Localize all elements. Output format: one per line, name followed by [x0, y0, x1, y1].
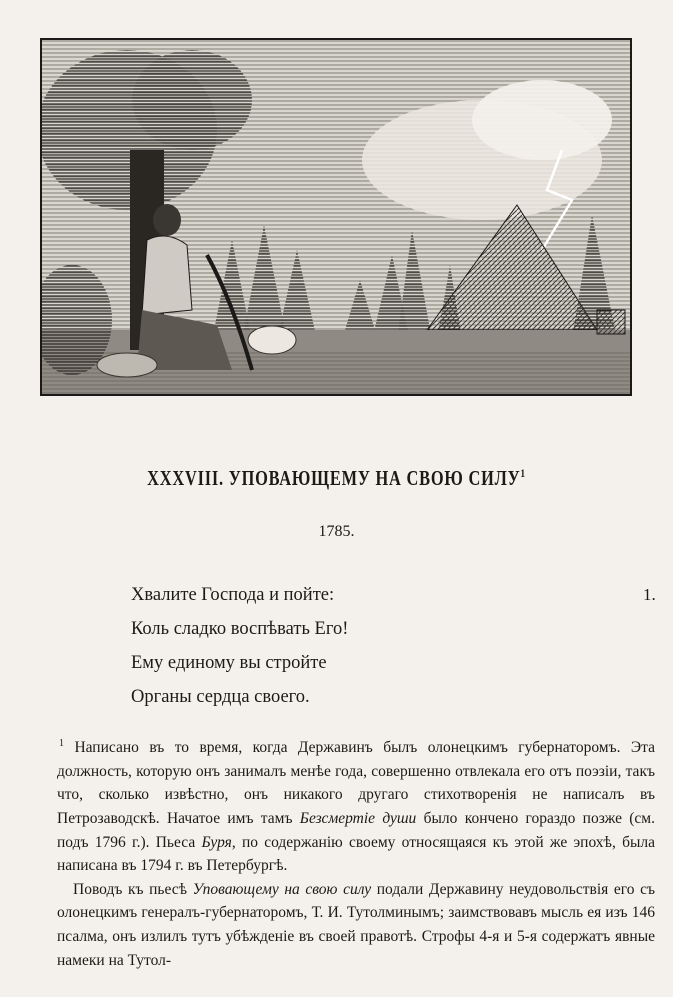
- verse-line: Органы сердца своего.: [131, 687, 310, 707]
- footnote-text: было кончено гораздо позже (см. подъ 1796 г.). Пьеса: [57, 809, 655, 851]
- footnote-italic-title: Безсмертіе души: [299, 809, 417, 827]
- stanza: [131, 578, 348, 714]
- lamb: [248, 326, 296, 354]
- footnote-paragraph: [57, 878, 655, 972]
- footnote-italic-title: Уповающему на свою силу: [192, 880, 372, 898]
- footnote-text: Написано въ то время, когда Державинъ былъ олонецкимъ губернаторомъ. Эта должность, которую онъ занималъ менѣе года, совершенно отвлекала его отъ поэзіи, такъ что, сколько извѣстно, онъ никакого другаго стихотворенія не написалъ въ Петрозаводскѣ. Начатое имъ тамъ: [57, 739, 656, 827]
- footnote-text: , по содержанію своему относящаяся къ этой же эпохѣ, была написана въ 1794 г. въ Петербургѣ.: [57, 833, 655, 875]
- footnote-text: подали Державину неудовольствія его съ олонецкимъ генералъ-губернаторомъ, Т. И. Тутолминымъ; заимствовавъ мысль ея изъ 146 псалма, онъ излилъ тутъ убѣжденіе въ своей правотѣ. Строфы 4-я и 5-я содержатъ явные намеки на Тутол-: [57, 880, 655, 969]
- dog: [97, 353, 157, 377]
- footnote-text: Поводъ къ пьесѣ: [73, 880, 193, 898]
- poem-title: [74, 466, 599, 491]
- poem-year: 1785.: [318, 523, 355, 540]
- stanza-number: 1.: [643, 585, 656, 604]
- footnote-paragraph: [57, 732, 655, 878]
- poem-title-text: XXXVIII. УПОВАЮЩЕМУ НА СВОЮ СИЛУ: [147, 466, 521, 490]
- footnote-marker: 1: [59, 738, 64, 749]
- title-footnote-marker: 1: [520, 466, 526, 480]
- stones: [597, 310, 625, 334]
- illustration-engraving: [40, 38, 632, 396]
- verse-line: Хвалите Господа и пойте:: [131, 585, 335, 605]
- footnote: [57, 732, 655, 972]
- verse-line: Коль сладко воспѣвать Его!: [131, 619, 349, 639]
- footnote-italic-title: Буря: [201, 833, 232, 851]
- verse-line: Ему единому вы стройте: [131, 653, 327, 673]
- engraving-scene: [42, 40, 630, 394]
